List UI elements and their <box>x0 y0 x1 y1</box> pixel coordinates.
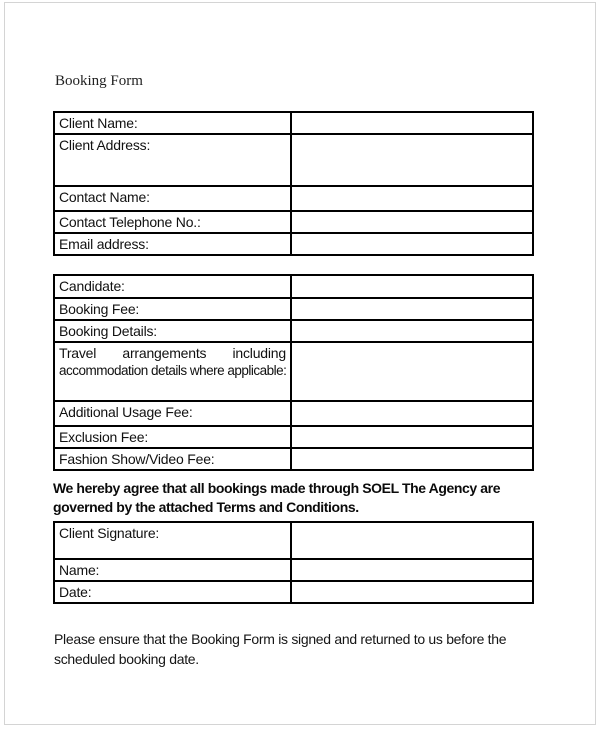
table-row <box>54 298 533 320</box>
table-row <box>54 581 533 603</box>
field-label-line2: accommodation details where applicable: <box>59 363 287 378</box>
field-value-email-address[interactable] <box>291 233 533 255</box>
field-value-client-signature[interactable] <box>291 522 533 559</box>
agreement-statement <box>53 479 500 517</box>
field-label-signatory-name: Name: <box>54 559 291 581</box>
field-label-client-signature: Client Signature: <box>54 522 291 559</box>
footer-line2: scheduled booking date. <box>54 651 199 667</box>
field-label-exclusion-fee: Exclusion Fee: <box>54 426 291 448</box>
field-label-contact-name: Contact Name: <box>54 186 291 211</box>
field-value-travel-arrangements[interactable] <box>291 342 533 401</box>
field-value-contact-name[interactable] <box>291 186 533 211</box>
field-label-line1 <box>59 344 286 362</box>
field-label-contact-telephone: Contact Telephone No.: <box>54 211 291 233</box>
label-word: Travel <box>59 345 97 361</box>
table-row <box>54 211 533 233</box>
field-value-exclusion-fee[interactable] <box>291 426 533 448</box>
table-row <box>54 233 533 255</box>
field-label-email-address: Email address: <box>54 233 291 255</box>
field-label-booking-fee: Booking Fee: <box>54 298 291 320</box>
label-word: arrangements <box>122 345 207 361</box>
table-row <box>54 186 533 211</box>
field-label-client-address: Client Address: <box>54 134 291 186</box>
field-value-contact-telephone[interactable] <box>291 211 533 233</box>
field-value-client-name[interactable] <box>291 112 533 134</box>
table-row <box>54 522 533 559</box>
agreement-line2: governed by the attached Terms and Conditions. <box>53 499 359 515</box>
field-label-travel-arrangements <box>54 342 291 401</box>
field-value-candidate[interactable] <box>291 275 533 298</box>
table-row <box>54 559 533 581</box>
table-row <box>54 448 533 470</box>
footer-line1: Please ensure that the Booking Form is signed and returned to us before the <box>54 631 507 647</box>
label-word: including <box>232 345 286 361</box>
field-value-signatory-name[interactable] <box>291 559 533 581</box>
table-row <box>54 275 533 298</box>
field-label-date: Date: <box>54 581 291 603</box>
field-label-booking-details: Booking Details: <box>54 320 291 342</box>
table-row <box>54 112 533 134</box>
field-label-fashion-show-video-fee: Fashion Show/Video Fee: <box>54 448 291 470</box>
table-row <box>54 134 533 186</box>
field-value-client-address[interactable] <box>291 134 533 186</box>
footer-note <box>54 629 506 669</box>
table-row <box>54 426 533 448</box>
table-row <box>54 342 533 401</box>
form-title: Booking Form <box>55 73 143 89</box>
field-label-client-name: Client Name: <box>54 112 291 134</box>
field-label-additional-usage-fee: Additional Usage Fee: <box>54 401 291 426</box>
field-label-candidate: Candidate: <box>54 275 291 298</box>
client-info-table <box>53 111 534 256</box>
signature-table <box>53 521 534 604</box>
field-value-additional-usage-fee[interactable] <box>291 401 533 426</box>
field-value-booking-fee[interactable] <box>291 298 533 320</box>
booking-details-table <box>53 274 534 471</box>
table-row <box>54 401 533 426</box>
agreement-line1: We hereby agree that all bookings made through SOEL The Agency are <box>53 480 501 496</box>
field-value-booking-details[interactable] <box>291 320 533 342</box>
table-row <box>54 320 533 342</box>
field-value-date[interactable] <box>291 581 533 603</box>
field-value-fashion-show-video-fee[interactable] <box>291 448 533 470</box>
